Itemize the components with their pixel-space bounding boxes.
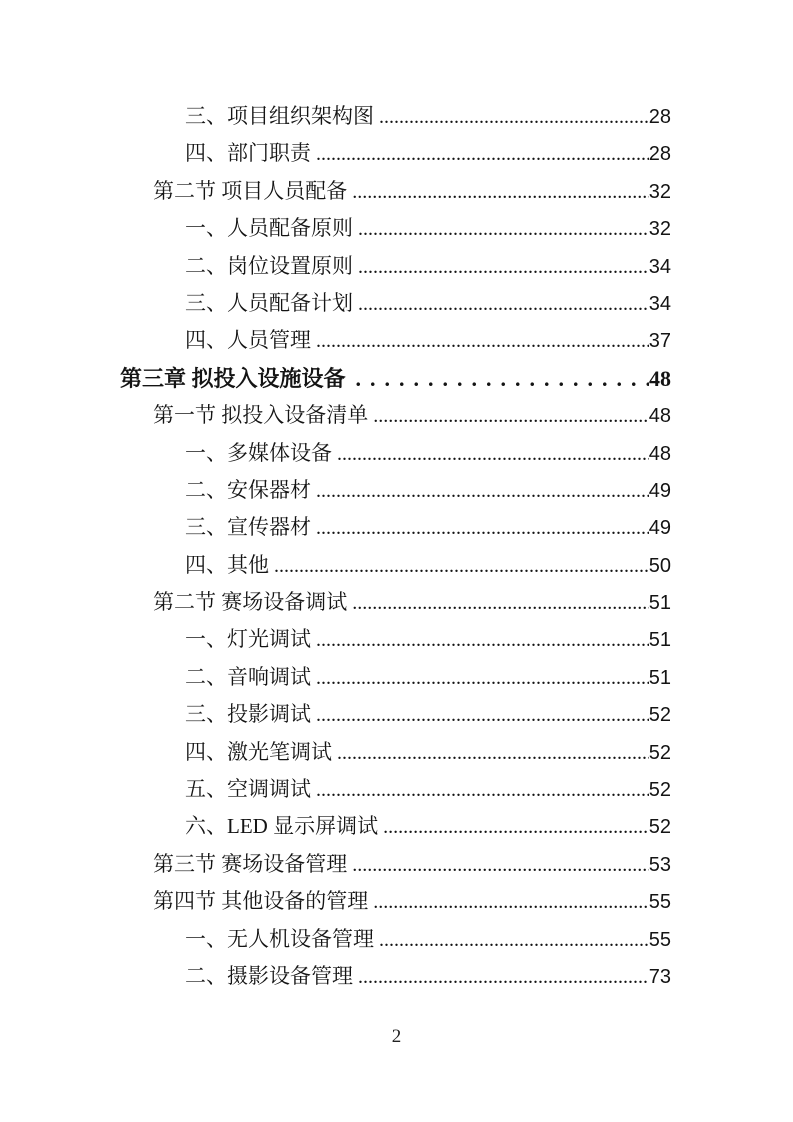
toc-entry-page: 48 [648, 405, 671, 428]
toc-entry [120, 621, 671, 658]
toc-entry-page: 55 [648, 891, 671, 914]
page-number: 2 [391, 1026, 402, 1047]
toc-entry-page: 34 [648, 292, 671, 315]
toc-entry-title: 一、多媒体设备 [185, 440, 332, 465]
toc-entry [120, 771, 671, 808]
toc-leader-dots [332, 735, 649, 772]
toc-leader-dots [346, 360, 649, 397]
toc-leader-dots [347, 174, 649, 211]
toc-entry [120, 846, 671, 883]
toc-entry-page: 34 [648, 255, 671, 278]
toc-entry [120, 360, 671, 397]
toc-entry-page: 37 [648, 330, 671, 353]
toc-entry [120, 98, 671, 135]
toc-entry-page: 48 [648, 442, 671, 465]
toc-entry-title: 第三章 拟投入设施设备 [120, 365, 346, 391]
toc-entry-title: 四、部门职责 [185, 141, 311, 166]
toc-entry-title: 三、宣传器材 [185, 515, 311, 540]
toc-entry [120, 734, 671, 771]
toc-leader-dots [311, 772, 649, 809]
toc-entry [120, 210, 671, 247]
toc-entry-page: 50 [648, 554, 671, 577]
toc-entry [120, 173, 671, 210]
toc-leader-dots [347, 585, 649, 622]
toc-leader-dots [374, 922, 649, 959]
toc-entry-title: 一、无人机设备管理 [185, 926, 374, 951]
toc-leader-dots [269, 548, 649, 585]
toc-entry [120, 248, 671, 285]
toc-entry [120, 322, 671, 359]
toc-entry [120, 435, 671, 472]
toc-leader-dots [353, 286, 649, 323]
toc-entry-title: 一、人员配备原则 [185, 216, 353, 241]
toc-entry-page: 51 [648, 666, 671, 689]
toc-leader-dots [353, 211, 649, 248]
toc-entry-title: 第四节 其他设备的管理 [153, 889, 369, 914]
toc-leader-dots [368, 398, 649, 435]
toc-leader-dots [311, 660, 649, 697]
toc-entry [120, 808, 671, 845]
toc-entry-title: 三、人员配备计划 [185, 290, 353, 315]
toc-entry-title: 二、音响调试 [185, 664, 311, 689]
toc-leader-dots [353, 249, 649, 286]
toc-entry-title: 三、项目组织架构图 [185, 104, 374, 128]
toc-leader-dots [347, 847, 649, 884]
toc-entry-page: 28 [648, 143, 671, 166]
toc-entry-page: 73 [648, 965, 671, 988]
toc-entry-page: 28 [648, 106, 671, 128]
toc-leader-dots [368, 884, 649, 921]
toc-entry-title: 一、灯光调试 [185, 627, 311, 652]
toc-entry-page: 55 [648, 928, 671, 951]
toc-entry [120, 472, 671, 509]
toc-entry-page: 52 [648, 816, 671, 839]
toc-leader-dots [374, 99, 649, 136]
toc-entry-title: 四、激光笔调试 [185, 739, 332, 764]
toc-leader-dots [311, 136, 649, 173]
toc-entry-title: 五、空调调试 [185, 777, 311, 802]
toc-entry-page: 32 [648, 218, 671, 241]
toc-entry [120, 397, 671, 434]
toc-entry-page: 48 [649, 365, 671, 391]
toc-entry [120, 285, 671, 322]
toc-entry [120, 547, 671, 584]
toc-leader-dots [353, 959, 649, 996]
toc-entry-page: 51 [648, 592, 671, 615]
toc-entry-title: 二、摄影设备管理 [185, 963, 353, 988]
toc-entry-page: 51 [648, 629, 671, 652]
toc-entry [120, 696, 671, 733]
toc-entry-title: 第三节 赛场设备管理 [153, 851, 348, 876]
toc-entry-page: 49 [648, 479, 671, 502]
toc-entry [120, 883, 671, 920]
toc-entry-title: 第二节 赛场设备调试 [153, 590, 348, 615]
toc-entry-title: 三、投影调试 [185, 702, 311, 727]
toc-leader-dots [311, 697, 649, 734]
toc-entry-page: 32 [648, 180, 671, 203]
toc-leader-dots [311, 323, 649, 360]
toc-list [120, 98, 671, 995]
toc-entry-page: 53 [648, 853, 671, 876]
toc-entry [120, 584, 671, 621]
toc-entry-title: 第二节 项目人员配备 [153, 178, 348, 203]
toc-entry-page: 52 [648, 779, 671, 802]
toc-leader-dots [378, 809, 649, 846]
toc-entry-page: 49 [648, 517, 671, 540]
toc-leader-dots [311, 473, 649, 510]
toc-entry-page: 52 [648, 741, 671, 764]
toc-entry-title: 六、LED 显示屏调试 [185, 814, 379, 839]
toc-entry [120, 135, 671, 172]
toc-entry-title: 四、其他 [185, 552, 269, 577]
toc-leader-dots [311, 622, 649, 659]
toc-entry-title: 二、安保器材 [185, 477, 311, 502]
toc-entry [120, 509, 671, 546]
toc-entry-title: 四、人员管理 [185, 328, 311, 353]
toc-leader-dots [332, 436, 649, 473]
toc-entry [120, 921, 671, 958]
toc-entry-title: 第一节 拟投入设备清单 [153, 403, 369, 428]
toc-entry [120, 958, 671, 995]
toc-entry-page: 52 [648, 704, 671, 727]
toc-leader-dots [311, 510, 649, 547]
toc-entry-title: 二、岗位设置原则 [185, 253, 353, 278]
toc-entry [120, 659, 671, 696]
